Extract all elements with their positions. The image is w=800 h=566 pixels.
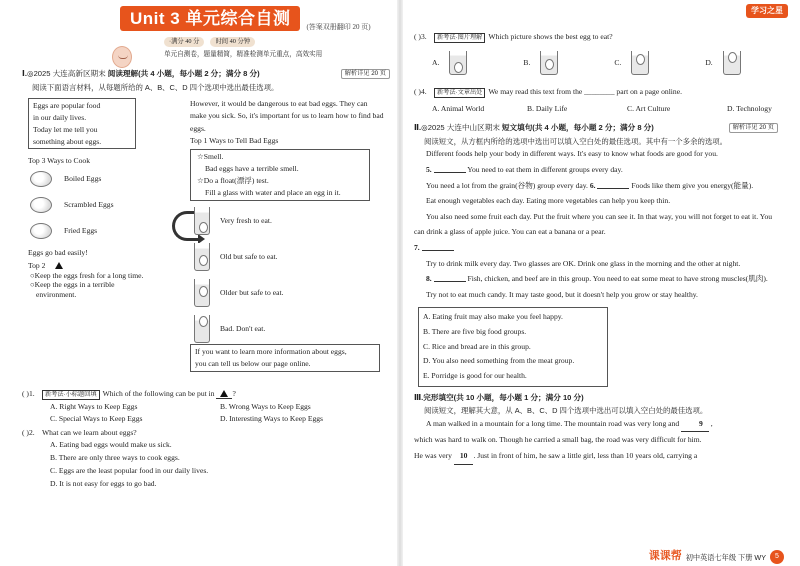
explanation-ref: 解析详见 20 页 xyxy=(729,123,778,133)
question-1: ( )1. 新考法·小标题回填 Which of the following can be put in ? xyxy=(22,389,236,399)
top3-heading: Top 3 Ways to Cook xyxy=(28,156,90,166)
intro-box: Eggs are popular food in our daily lives. Today let me tell you something about eggs. xyxy=(28,98,136,149)
section-2-heading: Ⅱ. ◎2025 大连中山区期末 短文填句(共 4 小题，每小题 2 分；满分 8 分) 解析详见 20 页 xyxy=(414,123,778,133)
score-row xyxy=(164,37,390,47)
question-4: ( )4. 新考法·文章出处 We may read this text from the ________ part on a page online. xyxy=(414,86,682,96)
boiled-egg-icon xyxy=(30,171,52,187)
top2-heading: Top 2 xyxy=(28,261,178,270)
option-c[interactable]: C. Special Ways to Keep Eggs xyxy=(50,414,143,424)
section-3-heading: Ⅲ. 完形填空(共 10 小题，每小题 1 分；满分 10 分) xyxy=(414,392,584,402)
right-column xyxy=(190,98,385,347)
blank-5[interactable] xyxy=(434,165,466,173)
go-bad-text: Eggs go bad easily! xyxy=(28,247,88,257)
question-tag: 新考法·图片理解 xyxy=(434,33,485,43)
option-a[interactable]: A. xyxy=(432,51,477,75)
glass-egg-icon xyxy=(631,51,649,75)
glass-egg-icon xyxy=(449,51,467,75)
unit-goal: 单元自测卷，题量精简，精准检测单元重点，高效实用 xyxy=(164,51,323,59)
page-number: 5 xyxy=(770,550,784,564)
option-d[interactable]: D. You also need something from the meat group. xyxy=(423,356,575,366)
blank-6[interactable] xyxy=(597,181,629,189)
food-item: Scrambled Eggs xyxy=(30,192,178,218)
question-2: ( )2. What can we learn about eggs? xyxy=(22,428,137,438)
question-3: ( )3. 新考法·图片理解 Which picture shows the best egg to eat? xyxy=(414,32,613,41)
option-c[interactable]: C. xyxy=(614,51,659,75)
passage-2: Different foods help your body in different ways. It's easy to know what foods are good for you. 5. You need to eat them in different groups every day. You need a lot from the grain(谷物) group every day. 6. Foods like them give you energy(能量). Eat enough vegetables each day. Eating more vegetables can help you keep thin. You also need some fruit each day. Put the fruit where you can see it. In that way, you will not forget to eat it. You can drink a glass of apple juice. You can eat a banana or a pear. 7. Try to drink milk every day. Two glasses are OK. Drink one glass in the morning and the other at night. 8. Fish, chicken, and beef are in this group. You need to eat some meat to have strong muscles(肌肉). Try not to eat much candy. It may taste good, but it doesn't help you grow or stay healthy. xyxy=(414,148,773,300)
option-d[interactable]: D. Technology xyxy=(727,103,772,113)
footer-text: 初中英语七年级 下册 WY xyxy=(685,552,766,562)
food-item: Fried Eggs xyxy=(30,218,178,244)
section-1-heading: Ⅰ. ◎2025 大连高新区期末 阅读理解(共 4 小题，每小题 2 分；满分 8 分) 解析详见 20 页 xyxy=(22,69,390,79)
option-a[interactable]: A. Right Ways to Keep Eggs xyxy=(50,402,138,412)
glass-egg-icon xyxy=(540,51,558,75)
mascot-icon xyxy=(112,46,132,68)
question-1-options xyxy=(50,401,390,425)
glass-egg-bottom-icon xyxy=(194,207,210,235)
option-d[interactable]: D. Interesting Ways to Keep Eggs xyxy=(220,414,324,424)
glass-egg-icon xyxy=(723,51,741,75)
triangle-blank-icon xyxy=(220,390,228,397)
egg-float-row: Old but safe to eat. xyxy=(194,239,385,275)
page-footer xyxy=(649,550,784,564)
top1-heading: Top 1 Ways to Tell Bad Eggs xyxy=(190,135,279,145)
option-a[interactable]: A. Animal World xyxy=(432,103,485,113)
section-title: 阅读理解(共 4 小题，每小题 2 分；满分 8 分) xyxy=(107,69,260,79)
time-limit: 时间 40 分钟 xyxy=(210,37,255,47)
passage-3: A man walked in a mountain for a long time. The mountain road was very long and 9 , which was hard to walk on. Though he carried a small bag, the road was very difficult for him. He was very 10 . Just in front of him, he saw a little girl, less than 10 years old, carrying a xyxy=(414,417,778,465)
question-2-options xyxy=(50,439,390,491)
triangle-blank-icon xyxy=(55,262,63,269)
options-box xyxy=(418,307,608,387)
section-title: 短文填句(共 4 小题，每小题 2 分；满分 8 分) xyxy=(501,123,654,133)
question-3-options xyxy=(432,51,778,75)
option-a[interactable]: A. Eating bad eggs would make us sick. xyxy=(50,439,172,449)
egg-float-row: Bad. Don't eat. xyxy=(194,311,385,347)
option-b[interactable]: B. There are only three ways to cook eggs. xyxy=(50,452,180,462)
option-a[interactable]: A. Eating fruit may also make you feel happy. xyxy=(423,311,563,321)
unit-title: Unit 3 单元综合自测 xyxy=(120,6,300,31)
option-d[interactable]: D. xyxy=(705,51,750,75)
option-c[interactable]: C. Eggs are the least popular food in our daily lives. xyxy=(50,465,209,475)
test-box: ☆Smell. Bad eggs have a terrible smell. ☆Do a float(漂浮) test. Fill a glass with water and place an egg in it. xyxy=(190,149,370,202)
section-instruction: 阅读短文，从方框内所给的选项中选出可以填入空白处的最佳选项。其中有一个多余的选项。 xyxy=(424,136,728,146)
egg-float-row: Older but safe to eat. xyxy=(194,275,385,311)
option-b[interactable]: B. xyxy=(523,51,568,75)
question-4-options xyxy=(432,104,778,113)
left-column: Top 3 Ways to Cook Boiled Eggs Scrambled Eggs Fried Eggs Eggs go bad easily! Top 2 ○Keep the eggs fresh for a long time. ○Keep the eggs in a terrible environment. xyxy=(28,156,178,299)
option-b[interactable]: B. There are five big food groups. xyxy=(423,326,527,336)
source-location: ◎2025 大连高新区期末 xyxy=(26,69,106,79)
explanation-ref: 解析详见 20 页 xyxy=(341,69,390,79)
glass-egg-floating-icon xyxy=(194,315,210,343)
glass-egg-tilted-icon xyxy=(194,243,210,271)
info-box: If you want to learn more information about eggs, you can tell us below our page online. xyxy=(190,344,380,372)
footer-brand: 课课帮 xyxy=(648,550,682,563)
option-b[interactable]: B. Daily Life xyxy=(527,103,568,113)
reading-material xyxy=(22,96,390,386)
option-c[interactable]: C. Rice and bread are in this group. xyxy=(423,341,531,351)
blank-9[interactable]: 9 xyxy=(681,417,709,433)
section-title: 完形填空(共 10 小题，每小题 1 分；满分 10 分) xyxy=(423,392,584,402)
option-d[interactable]: D. It is not easy for eggs to go bad. xyxy=(50,478,157,488)
section-instruction: 阅读短文，理解其大意，从 A、B、C、D 四个选项中选出可以填入空白处的最佳选项。 xyxy=(424,406,708,416)
dangerous-para: However, it would be dangerous to eat bad eggs. They can make you sick. So, it's important for us to learn how to find bad eggs. xyxy=(190,99,384,133)
glass-egg-standing-icon xyxy=(194,279,210,307)
option-b[interactable]: B. Wrong Ways to Keep Eggs xyxy=(220,402,311,412)
source-location: ◎2025 大连中山区期末 xyxy=(421,123,500,133)
question-tag: 新考法·文章出处 xyxy=(434,88,485,98)
section-instruction: 阅读下面语言材料，从每题所给的 A、B、C、D 四个选项中选出最佳选项。 xyxy=(32,83,279,93)
egg-float-row: Very fresh to eat. xyxy=(194,203,385,239)
question-tag: 新考法·小标题回填 xyxy=(42,390,100,400)
blank-7[interactable] xyxy=(422,243,454,251)
blank-10[interactable]: 10 xyxy=(454,449,474,465)
unit-banner xyxy=(120,6,390,31)
option-e[interactable]: E. Porridge is good for our health. xyxy=(423,371,527,381)
fried-egg-icon xyxy=(30,223,52,239)
food-item: Boiled Eggs xyxy=(30,166,178,192)
brand-logo: 学习之星 xyxy=(746,4,788,18)
full-score: ·满分 40 分 xyxy=(164,37,204,47)
blank-8[interactable] xyxy=(434,274,466,282)
option-c[interactable]: C. Art Culture xyxy=(627,103,671,113)
scrambled-egg-icon xyxy=(30,197,52,213)
right-page xyxy=(400,0,800,566)
answer-reference: (答案双册翻印 20 页) xyxy=(306,22,371,31)
